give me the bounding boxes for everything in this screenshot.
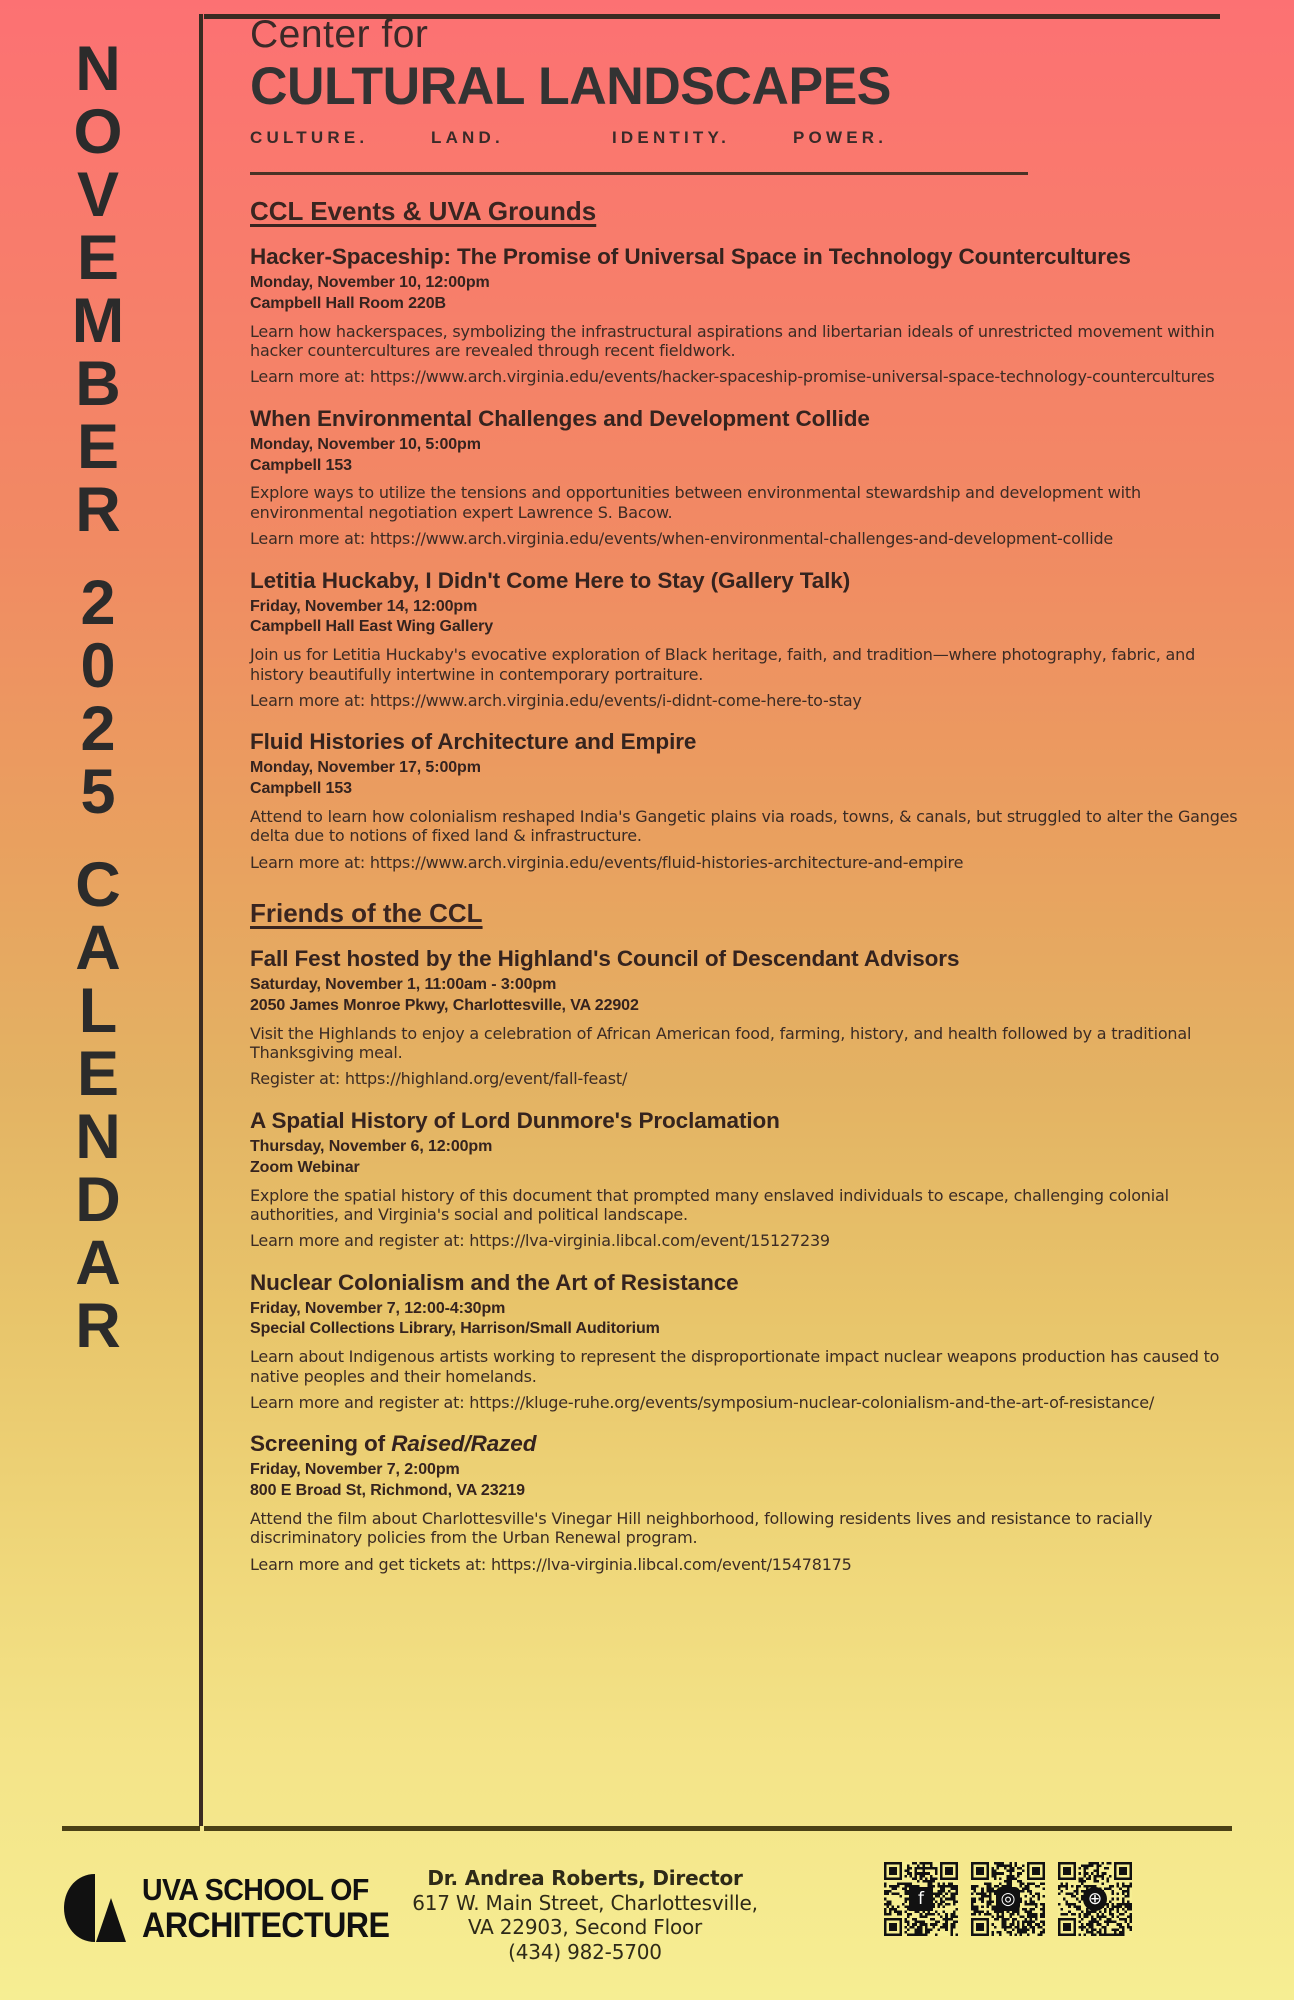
- event-date: Friday, November 7, 2:00pm: [250, 1461, 460, 1479]
- event-location: Special Collections Library, Harrison/Small Auditorium: [250, 1320, 660, 1338]
- event-location: Campbell 153: [250, 780, 352, 798]
- uva-logo-mark-icon: [62, 1872, 128, 1944]
- vertical-title-letter: R: [75, 1291, 121, 1361]
- event-link[interactable]: Register at: https://highland.org/event/fall-feast/: [250, 1069, 628, 1089]
- vertical-title-letter: E: [76, 412, 120, 482]
- vertical-title-letter: E: [76, 223, 120, 293]
- vertical-title-letter: V: [76, 160, 120, 230]
- event-title-italic: Raised/Razed: [391, 1431, 537, 1457]
- event-item: [250, 568, 1240, 711]
- event-location: Campbell Hall Room 220B: [250, 294, 446, 312]
- event-location: Campbell Hall East Wing Gallery: [250, 618, 494, 636]
- header-tagline: [250, 128, 974, 148]
- footer-rule-right: [204, 1826, 1232, 1831]
- header-pretitle: Center for: [250, 13, 429, 56]
- event-title: Nuclear Colonialism and the Art of Resistance: [250, 1269, 739, 1295]
- poster-header: [250, 14, 1230, 148]
- event-description: Attend to learn how colonialism reshaped India's Gangetic plains via roads, towns, & canals, but struggled to alter the Ganges delta due to notions of fixed land & infrastructure.: [250, 806, 1238, 846]
- event-description: Explore the spatial history of this document that prompted many enslaved individuals to escape, challenging colonial authorities, and Virginia's social and political landscape.: [250, 1185, 1169, 1224]
- vertical-title-letter: L: [78, 976, 118, 1046]
- event-date: Thursday, November 6, 12:00pm: [250, 1137, 493, 1155]
- contact-address-line-2: VA 22903, Second Floor: [467, 1915, 703, 1940]
- event-description: Learn about Indigenous artists working to represent the disproportionate impact nuclear weapons production has caused to native peoples and their homelands.: [250, 1347, 1220, 1386]
- event-link[interactable]: Learn more at: https://www.arch.virginia.edu/events/i-didnt-come-here-to-stay: [250, 690, 862, 710]
- vertical-title-letter: R: [75, 475, 121, 545]
- event-date: Friday, November 7, 12:00-4:30pm: [250, 1299, 506, 1317]
- event-link[interactable]: Learn more at: https://www.arch.virginia.edu/events/fluid-histories-architecture-and-empire: [250, 852, 964, 872]
- event-title: When Environmental Challenges and Development Collide: [250, 405, 870, 431]
- globe-icon: ⊕: [1083, 1887, 1107, 1911]
- section-heading: Friends of the CCL: [250, 898, 483, 929]
- contact-name: Dr. Andrea Roberts, Director: [427, 1866, 743, 1890]
- event-title: Fluid Histories of Architecture and Empire: [250, 729, 697, 755]
- section-heading: CCL Events & UVA Grounds: [250, 196, 597, 226]
- event-link[interactable]: Learn more and register at: https://kluge-ruhe.org/events/symposium-nuclear-colonialism-and-the-art-of-resistance/: [250, 1393, 1155, 1412]
- vertical-title-letter: O: [73, 97, 123, 167]
- tagline-word: LAND.: [431, 127, 504, 147]
- event-location: Zoom Webinar: [250, 1158, 360, 1176]
- event-description: Attend the film about Charlottesville's Vinegar Hill neighborhood, following residents lives and resistance to racially discriminatory policies from the Urban Renewal program.: [250, 1509, 1153, 1548]
- event-link[interactable]: Learn more and get tickets at: https://lva-virginia.libcal.com/event/15478175: [250, 1554, 852, 1574]
- facebook-icon: f: [909, 1887, 933, 1911]
- tagline-word: IDENTITY.: [612, 127, 731, 147]
- logo-line-2: ARCHITECTURE: [142, 1905, 390, 1945]
- vertical-title-letter: B: [75, 349, 121, 419]
- instagram-icon: ◎: [996, 1887, 1020, 1911]
- events-content: [250, 196, 1240, 1593]
- logo-line-1: UVA SCHOOL OF: [142, 1871, 369, 1907]
- qr-code[interactable]: [1058, 1862, 1132, 1936]
- event-description: Learn how hackerspaces, symbolizing the infrastructural aspirations and libertarian ideals of unrestricted movement within hacker countercultures are revealed through recent fieldwork.: [250, 321, 1215, 361]
- event-title: Letitia Huckaby, I Didn't Come Here to Stay (Gallery Talk): [250, 567, 851, 593]
- tagline-word: POWER.: [793, 127, 888, 147]
- contact-block: [400, 1866, 770, 1964]
- header-title: CULTURAL LANDSCAPES: [250, 56, 891, 116]
- qr-code[interactable]: [971, 1862, 1045, 1936]
- footer-rule-left: [62, 1826, 200, 1831]
- event-description: Explore ways to utilize the tensions and opportunities between environmental stewardship and development with environmental negotiation expert Lawrence S. Bacow.: [250, 483, 1141, 522]
- event-item: [250, 729, 1240, 872]
- event-link[interactable]: Learn more at: https://www.arch.virginia.edu/events/when-environmental-challenges-and-development-collide: [250, 529, 1114, 549]
- tagline-word: CULTURE.: [250, 127, 369, 147]
- event-link[interactable]: Learn more and register at: https://lva-virginia.libcal.com/event/15127239: [250, 1231, 830, 1251]
- event-description: Visit the Highlands to enjoy a celebration of African American food, farming, history, and health followed by a traditional Thanksgiving meal.: [250, 1023, 1192, 1063]
- uva-school-of-architecture-logo: [62, 1872, 411, 1944]
- event-date: Monday, November 10, 12:00pm: [250, 274, 490, 292]
- vertical-title-letter: C: [75, 850, 121, 920]
- event-title: Screening of Raised/Razed: [250, 1431, 537, 1457]
- event-item: [250, 406, 1240, 549]
- vertical-title-letter: M: [71, 286, 125, 356]
- vertical-title-letter: N: [75, 34, 121, 104]
- event-link[interactable]: Learn more at: https://www.arch.virginia.edu/events/hacker-spaceship-promise-universal-space-technology-countercultures: [250, 367, 1215, 387]
- vertical-title-letter: N: [75, 1102, 121, 1172]
- sidebar-title-rail: [0, 0, 200, 1828]
- event-item: [250, 244, 1240, 387]
- contact-phone: (434) 982-5700: [508, 1939, 662, 1964]
- vertical-title-letter: 5: [80, 757, 116, 827]
- vertical-title-letter: 0: [80, 631, 116, 701]
- event-item: [250, 1108, 1240, 1251]
- vertical-title-letter: 2: [80, 694, 116, 764]
- event-item: [250, 946, 1240, 1089]
- event-date: Monday, November 17, 5:00pm: [250, 759, 481, 777]
- contact-address-line-1: 617 W. Main Street, Charlottesville,: [412, 1891, 758, 1915]
- event-date: Saturday, November 1, 11:00am - 3:00pm: [250, 976, 557, 994]
- qr-code-row: [884, 1862, 1132, 1936]
- vertical-title-letter: A: [75, 1228, 121, 1298]
- event-description: Join us for Letitia Huckaby's evocative exploration of Black heritage, faith, and tradition—where photography, fabric, and history beautifully intertwine in contemporary portraiture.: [250, 645, 1196, 684]
- vertical-calendar-title: [0, 34, 196, 1361]
- qr-code[interactable]: [884, 1862, 958, 1936]
- event-title: Fall Fest hosted by the Highland's Council of Descendant Advisors: [250, 946, 960, 972]
- vertical-title-letter: 2: [80, 568, 116, 638]
- vertical-title-letter: E: [76, 1039, 120, 1109]
- event-item: [250, 1431, 1240, 1574]
- event-title: A Spatial History of Lord Dunmore's Proclamation: [250, 1107, 780, 1133]
- event-location: 800 E Broad St, Richmond, VA 23219: [250, 1482, 525, 1500]
- event-date: Monday, November 10, 5:00pm: [250, 435, 481, 453]
- event-date: Friday, November 14, 12:00pm: [250, 597, 478, 615]
- event-location: Campbell 153: [250, 456, 352, 474]
- vertical-title-letter: A: [75, 913, 121, 983]
- header-bottom-rule: [250, 172, 1028, 175]
- event-item: [250, 1270, 1240, 1413]
- uva-logo-text: [142, 1871, 411, 1945]
- event-location: 2050 James Monroe Pkwy, Charlottesville, VA 22902: [250, 996, 639, 1014]
- vertical-title-letter: D: [75, 1165, 121, 1235]
- event-title: Hacker-Spaceship: The Promise of Universal Space in Technology Countercultures: [250, 244, 1131, 269]
